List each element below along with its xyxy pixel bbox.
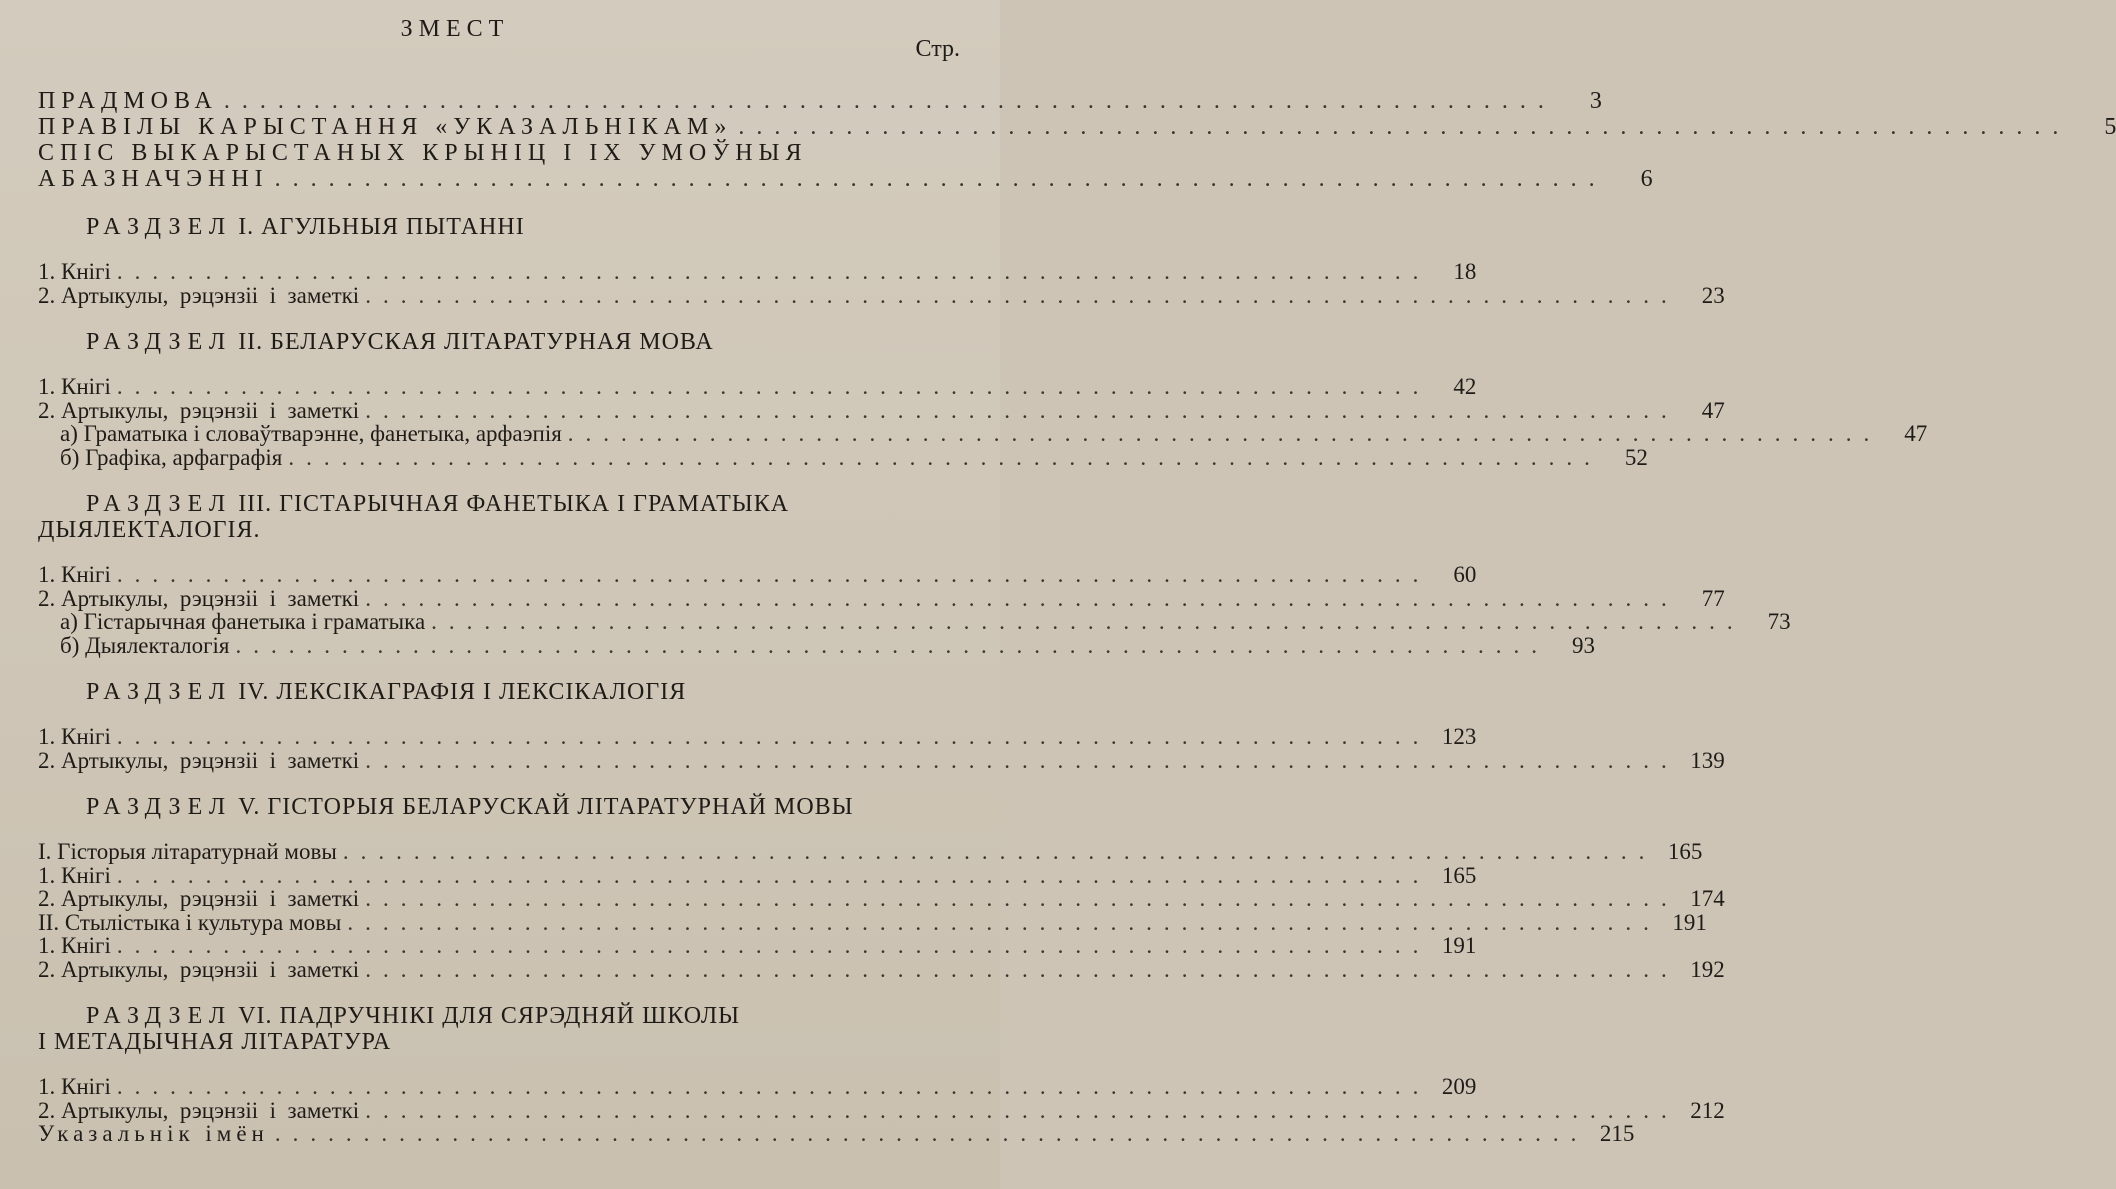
toc-page: 139 xyxy=(1690,747,1725,773)
section-keyword: РАЗДЗЕЛ xyxy=(86,214,233,240)
toc-label: 2. Артыкулы, рэцэнзіі і заметкі xyxy=(38,585,360,611)
toc-page: 191 xyxy=(1672,909,1707,935)
leader-dots: .......................................................................... xyxy=(365,886,1679,911)
toc-row xyxy=(38,1074,1477,1099)
toc-page: 6 xyxy=(1640,166,1653,192)
leader-dots: .......................................................................... xyxy=(738,114,2071,140)
toc-page: 165 xyxy=(1667,839,1703,864)
leader-dots: .......................................................................... xyxy=(116,933,1431,958)
toc-label: ПРАВІЛЫ КАРЫСТАННЯ «УКАЗАЛЬНІКАМ» xyxy=(38,114,733,140)
toc-page: 5 xyxy=(2104,114,2116,140)
leader-dots: .......................................................................... xyxy=(116,1074,1431,1099)
leader-dots: .......................................................................... xyxy=(431,609,1745,634)
toc-page: 192 xyxy=(1690,956,1725,982)
toc-label: Указальнік імён xyxy=(38,1121,269,1146)
toc-label: а) Граматыка і словаўтварэнне, фанетыка, арфаэпія xyxy=(60,421,562,446)
toc-label: 2. Артыкулы, рэцэнзіі і заметкі xyxy=(38,282,360,308)
section-keyword: РАЗДЗЕЛ xyxy=(86,491,233,517)
toc-row-sub xyxy=(38,421,1928,446)
toc-label: 1. Кнігі xyxy=(38,1074,111,1099)
toc-row xyxy=(38,956,1725,982)
section-title: III. ГІСТАРЫЧНАЯ ФАНЕТЫКА І ГРАМАТЫКА xyxy=(238,491,790,517)
toc-row xyxy=(38,886,1725,911)
toc-label: 1. Кнігі xyxy=(38,933,111,958)
section-title-cont: І МЕТАДЫЧНАЯ ЛІТАРАТУРА xyxy=(38,1029,392,1055)
toc-page: 23 xyxy=(1701,282,1725,308)
toc-page: 77 xyxy=(1701,585,1725,611)
toc-row-front xyxy=(38,140,960,166)
section-keyword: РАЗДЗЕЛ xyxy=(86,329,233,355)
leader-dots: .......................................................................... xyxy=(567,421,1882,446)
toc-label: II. Стылістыка і культура мовы xyxy=(38,909,342,935)
toc-page: 18 xyxy=(1453,259,1477,284)
toc-row-front xyxy=(38,114,2116,140)
section-heading xyxy=(38,329,960,355)
section-title-cont: ДЫЯЛЕКТАЛОГІЯ. xyxy=(38,517,261,543)
toc-row xyxy=(38,839,1703,864)
toc-row-sub xyxy=(38,444,1648,470)
section-keyword: РАЗДЗЕЛ xyxy=(86,679,233,705)
toc-label: 2. Артыкулы, рэцэнзіі і заметкі xyxy=(38,956,360,982)
toc-row xyxy=(38,562,1477,587)
section-title: VI. ПАДРУЧНІКІ ДЛЯ СЯРЭДНЯЙ ШКОЛЫ xyxy=(238,1003,741,1029)
leader-dots: .......................................................................... xyxy=(116,862,1431,888)
leader-dots: .......................................................................... xyxy=(365,585,1679,611)
leader-dots: .......................................................................... xyxy=(288,444,1602,470)
toc-row xyxy=(38,933,1477,958)
toc-label: 1. Кнігі xyxy=(38,259,111,284)
toc-label-cont: АБАЗНАЧЭННІ xyxy=(38,166,269,192)
toc-row-index xyxy=(38,1121,1635,1146)
leader-dots: .......................................................................... xyxy=(116,562,1431,587)
leader-dots: .......................................................................... xyxy=(116,259,1431,284)
toc-page: 215 xyxy=(1599,1121,1635,1146)
leader-dots: .......................................................................... xyxy=(365,282,1679,308)
leader-dots: .......................................................................... xyxy=(274,166,1607,192)
toc-label: I. Гісторыя літаратурнай мовы xyxy=(38,839,337,864)
leader-dots: .......................................................................... xyxy=(342,839,1657,864)
section-heading xyxy=(38,794,960,820)
page-title: ЗМЕСТ xyxy=(400,16,510,42)
toc-row xyxy=(38,1097,1725,1123)
toc-page: 191 xyxy=(1441,933,1477,958)
toc-row xyxy=(38,585,1725,611)
leader-dots: .......................................................................... xyxy=(365,956,1679,982)
toc-label: 1. Кнігі xyxy=(38,374,111,399)
section-keyword: РАЗДЗЕЛ xyxy=(86,794,233,820)
toc-page: 3 xyxy=(1589,88,1602,114)
toc-page: 174 xyxy=(1690,886,1725,911)
toc-page: 123 xyxy=(1441,724,1477,749)
toc-label: б) Дыялекталогія xyxy=(60,632,230,658)
toc-page: 209 xyxy=(1441,1074,1477,1099)
leader-dots: .......................................................................... xyxy=(274,1121,1589,1146)
toc-row xyxy=(38,282,1725,308)
leader-dots: .......................................................................... xyxy=(365,397,1679,423)
toc-label: 2. Артыкулы, рэцэнзіі і заметкі xyxy=(38,886,360,911)
toc-page: 42 xyxy=(1453,374,1477,399)
section-title: I. АГУЛЬНЫЯ ПЫТАННІ xyxy=(238,214,525,240)
toc-row xyxy=(38,259,1477,284)
toc-label: 2. Артыкулы, рэцэнзіі і заметкі xyxy=(38,397,360,423)
section-title: II. БЕЛАРУСКАЯ ЛІТАРАТУРНАЯ МОВА xyxy=(238,329,714,355)
toc-row xyxy=(38,862,1477,888)
toc-row-sub xyxy=(38,609,1791,634)
toc-row-front xyxy=(38,88,1602,114)
section-heading xyxy=(38,214,960,240)
leader-dots: .......................................................................... xyxy=(116,724,1431,749)
toc-row xyxy=(38,909,1707,935)
toc-label: 1. Кнігі xyxy=(38,862,111,888)
toc-row-sub xyxy=(38,632,1596,658)
toc-page: 73 xyxy=(1767,609,1791,634)
toc-row xyxy=(38,724,1477,749)
toc-page: 165 xyxy=(1441,862,1477,888)
leader-dots: .......................................................................... xyxy=(347,909,1661,935)
leader-dots: .......................................................................... xyxy=(116,374,1431,399)
section-keyword: РАЗДЗЕЛ xyxy=(86,1003,233,1029)
table-of-contents xyxy=(38,88,2116,1146)
toc-row xyxy=(38,747,1725,773)
toc-page: 93 xyxy=(1572,632,1596,658)
toc-label: а) Гістарычная фанетыка і граматыка xyxy=(60,609,426,634)
toc-label: ПРАДМОВА xyxy=(38,88,218,114)
toc-page: 47 xyxy=(1904,421,1928,446)
section-title: IV. ЛЕКСІКАГРАФІЯ І ЛЕКСІКАЛОГІЯ xyxy=(238,679,687,705)
toc-page: 52 xyxy=(1624,444,1648,470)
leader-dots: .......................................................................... xyxy=(223,88,1556,114)
toc-page: 47 xyxy=(1701,397,1725,423)
section-title: V. ГІСТОРЫЯ БЕЛАРУСКАЙ ЛІТАРАТУРНАЙ МОВЫ xyxy=(238,794,854,820)
toc-row xyxy=(38,374,1477,399)
section-heading xyxy=(38,679,960,705)
leader-dots: .......................................................................... xyxy=(365,1097,1679,1123)
toc-label: СПІС ВЫКАРЫСТАНЫХ КРЫНІЦ І ІХ УМОЎНЫЯ xyxy=(38,140,808,166)
toc-label: 2. Артыкулы, рэцэнзіі і заметкі xyxy=(38,1097,360,1123)
toc-label: б) Графіка, арфаграфія xyxy=(60,444,283,470)
page-column-label: Стр. xyxy=(915,36,960,62)
toc-page: 60 xyxy=(1453,562,1477,587)
toc-row xyxy=(38,397,1725,423)
toc-label: 1. Кнігі xyxy=(38,724,111,749)
toc-page: 212 xyxy=(1690,1097,1725,1123)
toc-label: 2. Артыкулы, рэцэнзіі і заметкі xyxy=(38,747,360,773)
toc-label: 1. Кнігі xyxy=(38,562,111,587)
section-heading xyxy=(38,491,960,543)
leader-dots: .......................................................................... xyxy=(235,632,1550,658)
section-heading xyxy=(38,1003,960,1055)
leader-dots: .......................................................................... xyxy=(365,747,1679,773)
toc-row-front-cont xyxy=(38,166,1653,192)
